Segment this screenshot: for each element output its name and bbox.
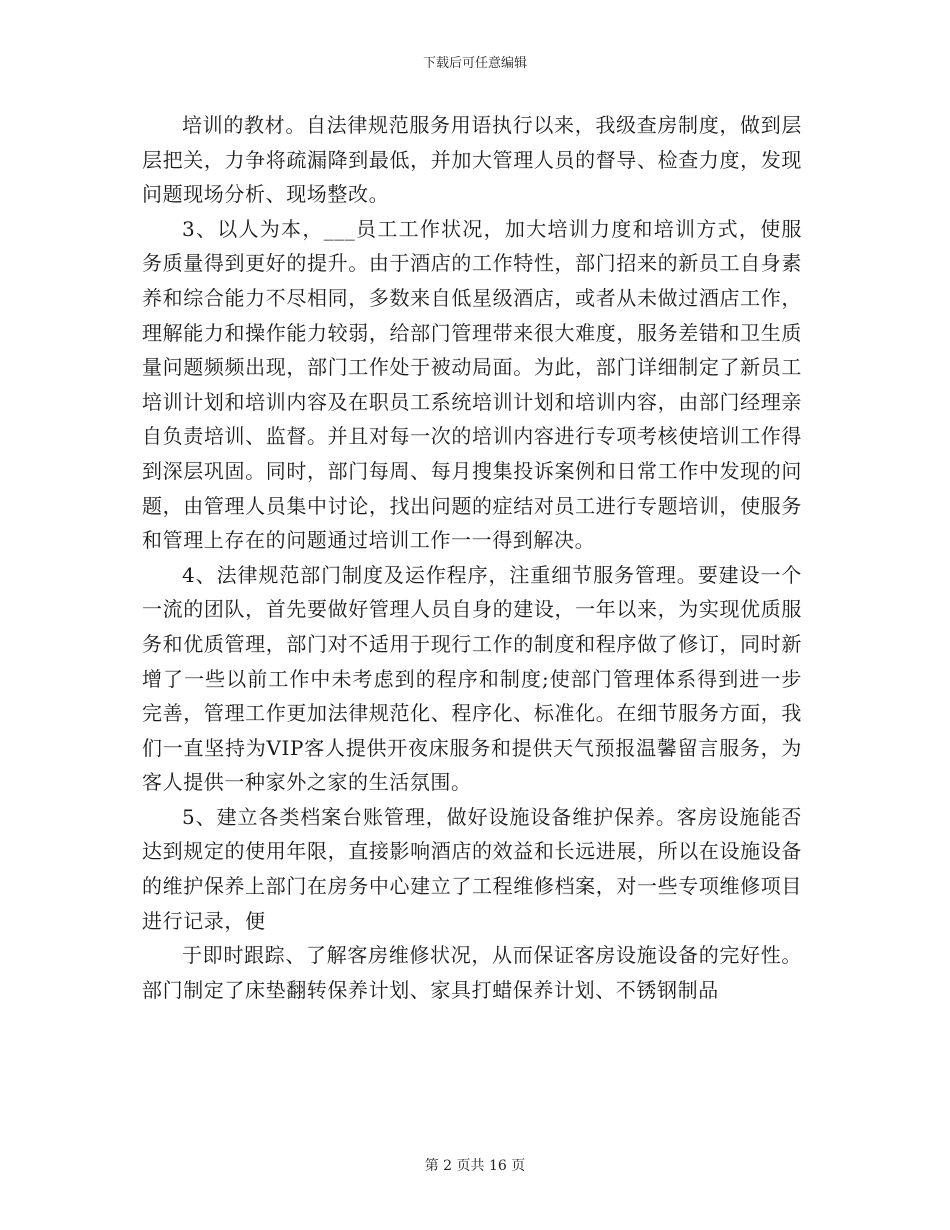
document-body bbox=[142, 108, 802, 1007]
page-header: 下载后可任意编辑 bbox=[422, 56, 527, 71]
paragraph: 于即时跟踪、了解客房维修状况，从而保证客房设施设备的完好性。部门制定了床垫翻转保养计划、家具打蜡保养计划、不锈钢制品 bbox=[142, 943, 802, 1002]
paragraph: 3、以人为本，___员工工作状况，加大培训力度和培训方式，使服务质量得到更好的提升。由于酒店的工作特性，部门招来的新员工自身素养和综合能力不尽相同，多数来自低星级酒店，或者从未做过酒店工作，理解能力和操作能力较弱，给部门管理带来很大难度，服务差错和卫生质量问题频频出现，部门工作处于被动局面。为此，部门详细制定了新员工培训计划和培训内容及在职员工系统培训计划和培训内容，由部门经理亲自负责培训、监督。并且对每一次的培训内容进行专项考核使培训工作得到深层巩固。同时，部门每周、每月搜集投诉案例和日常工作中发现的问题，由管理人员集中讨论，找出问题的症结对员工进行专题培训，使服务和管理上存在的问题通过培训工作一一得到解决。 bbox=[142, 216, 802, 553]
page-footer: 第 2 页共 16 页 bbox=[424, 1158, 526, 1174]
paragraph: 5、建立各类档案台账管理，做好设施设备维护保养。客房设施能否达到规定的使用年限，直接影响酒店的效益和长远进展，所以在设施设备的维护保养上部门在房务中心建立了工程维修档案，对一些专项维修项目进行记录，便 bbox=[142, 804, 802, 933]
paragraph: 培训的教材。自法律规范服务用语执行以来，我级查房制度，做到层层把关，力争将疏漏降到最低，并加大管理人员的督导、检查力度，发现问题现场分析、现场整改。 bbox=[142, 113, 802, 207]
paragraph: 4、法律规范部门制度及运作程序，注重细节服务管理。要建设一个一流的团队，首先要做好管理人员自身的建设，一年以来，为实现优质服务和优质管理，部门对不适用于现行工作的制度和程序做了修订，同时新增了一些以前工作中未考虑到的程序和制度;使部门管理体系得到进一步完善，管理工作更加法律规范化、程序化、标准化。在细节服务方面，我们一直坚持为VIP客人提供开夜床服务和提供天气预报温馨留言服务，为客人提供一种家外之家的生活氛围。 bbox=[142, 562, 802, 795]
